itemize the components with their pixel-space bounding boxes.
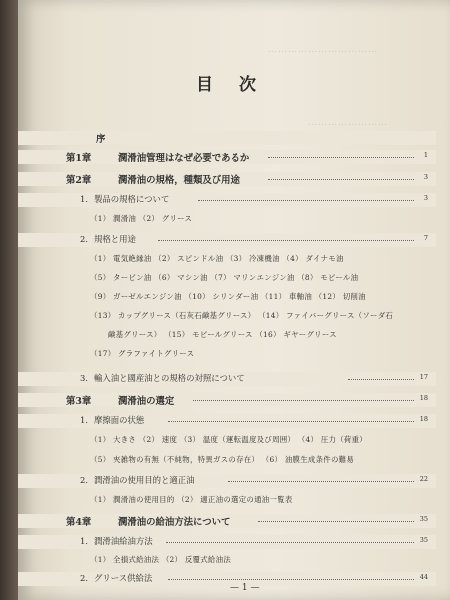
page-title: 目次 — [196, 75, 282, 95]
toc-items — [18, 291, 436, 305]
leader-dots — [258, 521, 414, 522]
toc-items — [18, 554, 436, 568]
page-number: 18 — [419, 415, 428, 423]
chapter-number: 第3章 — [66, 393, 91, 407]
leader-dots — [168, 579, 414, 580]
chapter-title: 潤滑油の選定 — [118, 393, 174, 407]
section-number: 1． — [80, 536, 94, 546]
book-binding — [0, 0, 18, 600]
item-list: 鹸基グリース） （15） モビールグリース （16） ギヤーグリース — [108, 330, 337, 339]
toc-section-4-1 — [18, 535, 436, 549]
page-number: 44 — [419, 573, 428, 581]
toc-items — [18, 213, 436, 227]
item-list: （1） 電気絶縁油 （2） スピンドル油 （3） 冷凍機油 （4） ダイナモ油 — [90, 254, 344, 263]
toc-chapter-2 — [18, 172, 436, 186]
leader-dots — [198, 200, 414, 201]
section-title: 潤滑油の使用目的と適正油 — [94, 475, 195, 485]
section-number: 2． — [80, 234, 94, 244]
section-title: 規格と用途 — [94, 234, 136, 244]
leader-dots — [158, 240, 414, 241]
leader-dots — [268, 157, 414, 158]
item-list: （17） グラファイトグリース — [90, 349, 195, 358]
show-through-text: …………………… — [308, 118, 388, 128]
toc-section-2-2 — [18, 233, 436, 247]
section-number: 1． — [80, 194, 94, 204]
toc-section-3-1 — [18, 414, 436, 428]
leader-dots — [268, 179, 414, 180]
section-number: 3． — [80, 373, 94, 383]
toc-items — [18, 253, 436, 267]
item-list: （1） 潤滑油 （2） グリース — [90, 214, 193, 223]
page-number: 7 — [423, 234, 428, 242]
leader-dots — [166, 542, 414, 543]
toc-chapter-4 — [18, 514, 436, 528]
toc-section-4-2 — [18, 572, 436, 586]
page-number: 35 — [419, 536, 428, 544]
page-folio: — 1 — — [230, 583, 260, 593]
leader-dots — [228, 481, 414, 482]
toc-preface — [18, 131, 436, 145]
item-list: （1） 全損式給油法 （2） 反覆式給油法 — [90, 555, 232, 564]
book-page — [18, 0, 450, 600]
toc-items — [18, 494, 436, 508]
chapter-title: 潤滑油の規格，種類及び用途 — [118, 172, 240, 186]
section-number: 1． — [80, 415, 94, 425]
section-title: 製品の規格について — [94, 194, 170, 204]
item-list: （1） 大きさ （2） 速度 （3） 温度（運転温度及び周囲） （4） 圧力（荷重） — [90, 435, 367, 444]
chapter-number: 第4章 — [66, 514, 91, 528]
section-title: グリース供給法 — [94, 573, 153, 583]
section-title: 潤滑油給油方法 — [94, 536, 153, 546]
leader-dots — [348, 379, 414, 380]
section-number: 2． — [80, 573, 94, 583]
leader-dots — [168, 421, 414, 422]
item-list: （9） ガーゼルエンジン油 （10） シリンダー油 （11） 車軸油 （12） 切削油 — [90, 292, 366, 301]
toc-chapter-1 — [18, 150, 436, 164]
page-number: 17 — [419, 373, 428, 381]
page-number: 35 — [419, 515, 428, 523]
toc-items — [18, 272, 436, 286]
toc-section-2-1 — [18, 193, 436, 207]
page-number: 22 — [419, 475, 428, 483]
toc-items — [18, 348, 436, 362]
leader-dots — [193, 400, 414, 401]
item-list: （1） 潤滑油の使用目的 （2） 適正油の選定の通油一覧表 — [90, 495, 293, 504]
show-through-text: …………………………… — [268, 45, 378, 55]
toc-items — [18, 310, 436, 324]
preface-label: 序 — [96, 131, 105, 145]
section-title: 摩擦面の状態 — [94, 415, 145, 425]
chapter-number: 第1章 — [66, 150, 91, 164]
page-number: 3 — [423, 173, 428, 181]
toc-items — [18, 454, 436, 468]
chapter-title: 潤滑油管理はなぜ必要であるか — [118, 150, 249, 164]
page-number: 1 — [423, 151, 428, 159]
section-number: 2． — [80, 475, 94, 485]
toc-chapter-3 — [18, 393, 436, 407]
chapter-title: 潤滑油の給油方法について — [118, 514, 230, 528]
toc-section-3-2 — [18, 474, 436, 488]
item-list: （5） 夾雑物の有無（不純物，特異ガスの存在） （6） 油膜生成条件の難易 — [90, 455, 355, 464]
toc-items — [18, 329, 436, 343]
page-number: 18 — [419, 394, 428, 402]
page-number: 3 — [423, 194, 428, 202]
item-list: （13） カップグリース（石灰石鹸基グリース） （14） ファイバーグリース（ソーダ石 — [90, 311, 394, 320]
toc-section-2-3 — [18, 372, 436, 386]
toc-items — [18, 434, 436, 448]
section-title: 輸入油と國産油との規格の対照について — [94, 373, 245, 383]
chapter-number: 第2章 — [66, 172, 91, 186]
item-list: （5） タービン油 （6） マシン油 （7） マリンエンジン油 （8） モビール油 — [90, 273, 359, 282]
